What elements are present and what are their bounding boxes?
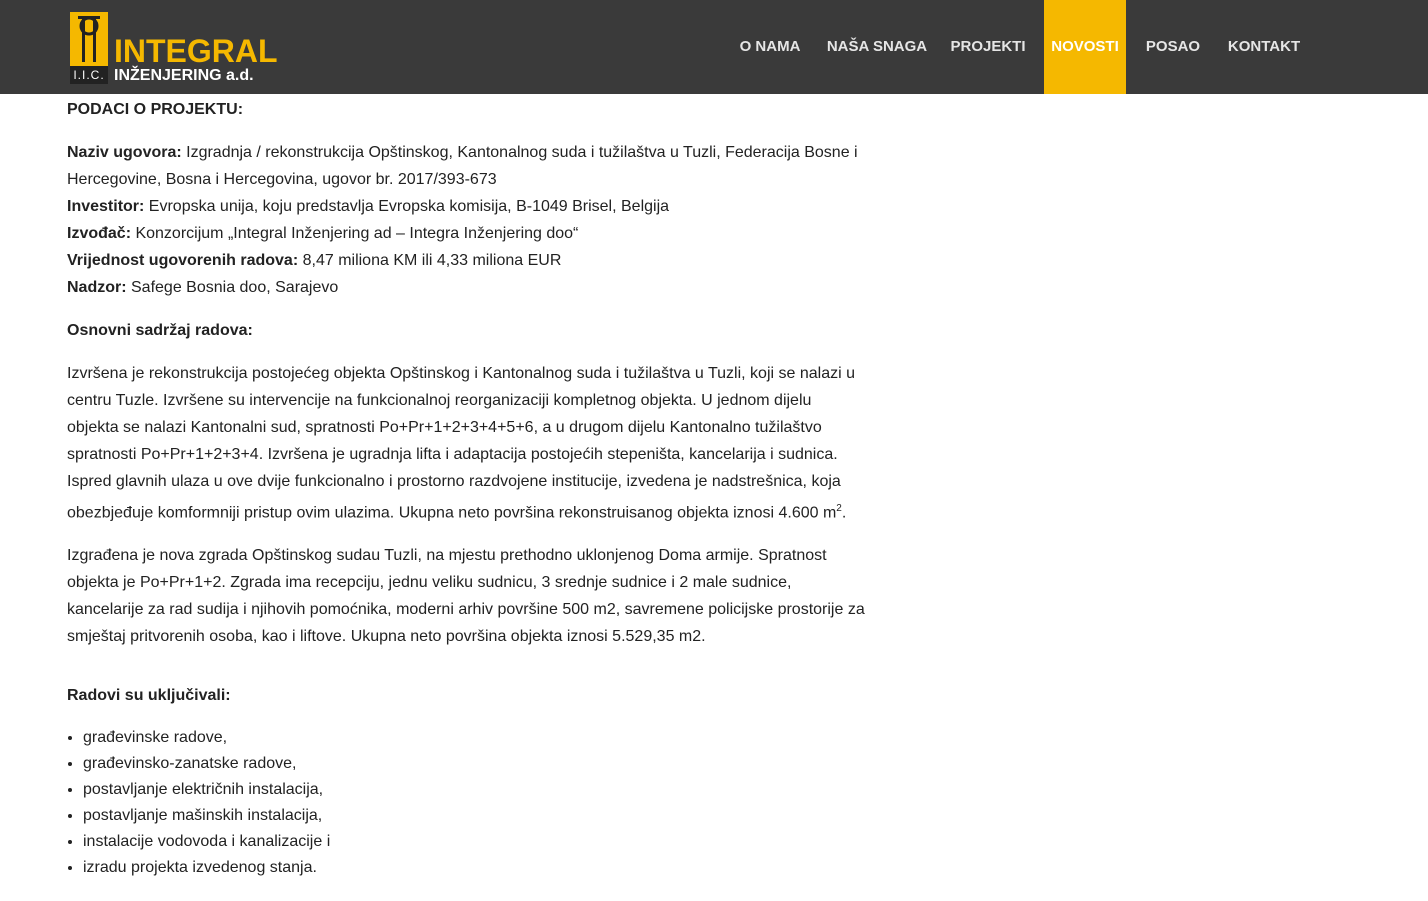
list-item: • postavljanje mašinskih instalacija, [83,803,867,829]
logo-emblem [70,12,108,84]
site-header [0,0,1428,94]
contractor-row [67,220,867,247]
paragraph-reconstruction-text: Izvršena je rekonstrukcija postojećeg objekta Opštinskog i Kantonalnog suda i tužilaštva u Tuzli, koji se nalazi u centru Tuzle. Izvršene su intervencije na funkcionalnoj reorganizaciji kompletnog objekta. U jednom dijelu objekta se nalazi Kantonalni sud, spratnosti Po+Pr+1+2+3+4+5+6, a u drugom dijelu Kantonalno tužilaštvo spratnosti Po+Pr+1+2+3+4. Izvršena je ugradnja lifta i adaptacija postojećih stepeništa, kancelarija i sudnica. Ispred glavnih ulaza u ove dvije funkcionalno i prostorno razdvojene institucije, izvedena je nadstrešnica, koja obezbjeđuje komformniji pristup ovim ulazima. Ukupna neto površina rekonstruisanog objekta iznosi 4.600 m [67,365,855,522]
supervision-value: Safege Bosnia doo, Sarajevo [126,279,339,296]
nav-item-novosti[interactable]: NOVOSTI [1044,0,1126,94]
contract-row [67,139,867,193]
list-item: • izradu projekta izvedenog stanja. [83,855,867,881]
works-title: Radovi su uključivali: [67,687,231,705]
list-item: • postavljanje električnih instalacija, [83,777,867,803]
logo-name: INTEGRAL [114,33,278,69]
section-title: Osnovni sadržaj radova: [67,322,253,339]
contract-label: Naziv ugovora: [67,144,182,161]
paragraph-end: . [841,504,847,522]
value-value: 8,47 miliona KM ili 4,33 miliona EUR [298,252,562,269]
superscript: 2 [836,503,842,514]
contractor-value: Konzorcijum „Integral Inženjering ad – Integra Inženjering doo“ [131,225,579,242]
nav-item-projekti[interactable]: PROJEKTI [950,38,1026,55]
works-list [67,725,867,881]
nav-item-o-nama[interactable]: O NAMA [739,38,801,55]
value-row [67,247,867,274]
project-details [67,139,867,301]
logo-subtitle: INŽENJERING a.d. [114,67,254,84]
contractor-label: Izvođač: [67,225,132,242]
nav-item-kontakt[interactable]: KONTAKT [1227,38,1301,55]
supervision-row [67,274,867,301]
nav-item-posao[interactable]: POSAO [1145,38,1201,55]
value-label: Vrijednost ugovorenih radova: [67,252,299,269]
project-heading: PODACI O PROJEKTU: [67,101,244,118]
investor-value: Evropska unija, koju predstavlja Evropska komisija, B-1049 Brisel, Belgija [144,198,670,215]
nav-item-nasa-snaga[interactable]: NAŠA SNAGA [826,38,928,55]
list-item: • građevinske radove, [83,725,867,751]
article-content [67,96,867,881]
paragraph-reconstruction [67,360,867,526]
investor-row [67,193,867,220]
supervision-label: Nadzor: [67,279,127,296]
company-logo[interactable] [70,12,278,84]
list-item: • instalacije vodovoda i kanalizacije i [83,829,867,855]
logo-iic-text: I.I.C. [70,66,108,84]
contract-value: Izgradnja / rekonstrukcija Opštinskog, Kantonalnog suda i tužilaštva u Tuzli, Federacija Bosne i Hercegovine, Bosna i Hercegovina, ugovor br. 2017/393-673 [67,144,858,188]
logo-mark-icon [70,12,108,66]
investor-label: Investitor: [67,198,145,215]
paragraph-new-building: Izgrađena je nova zgrada Opštinskog sudau Tuzli, na mjestu prethodno uklonjenog Doma armije. Spratnost objekta je Po+Pr+1+2. Zgrada ima recepciju, jednu veliku sudnicu, 3 srednje sudnice i 2 male sudnice, kancelarije za rad sudija i njihovih pomoćnika, moderni arhiv površine 500 m2, savremene policijske prostorije za smještaj pritvorenih osoba, kao i liftove. Ukupna neto površina objekta iznosi 5.529,35 m2. [67,547,865,646]
list-item: • građevinsko-zanatske radove, [83,751,867,777]
